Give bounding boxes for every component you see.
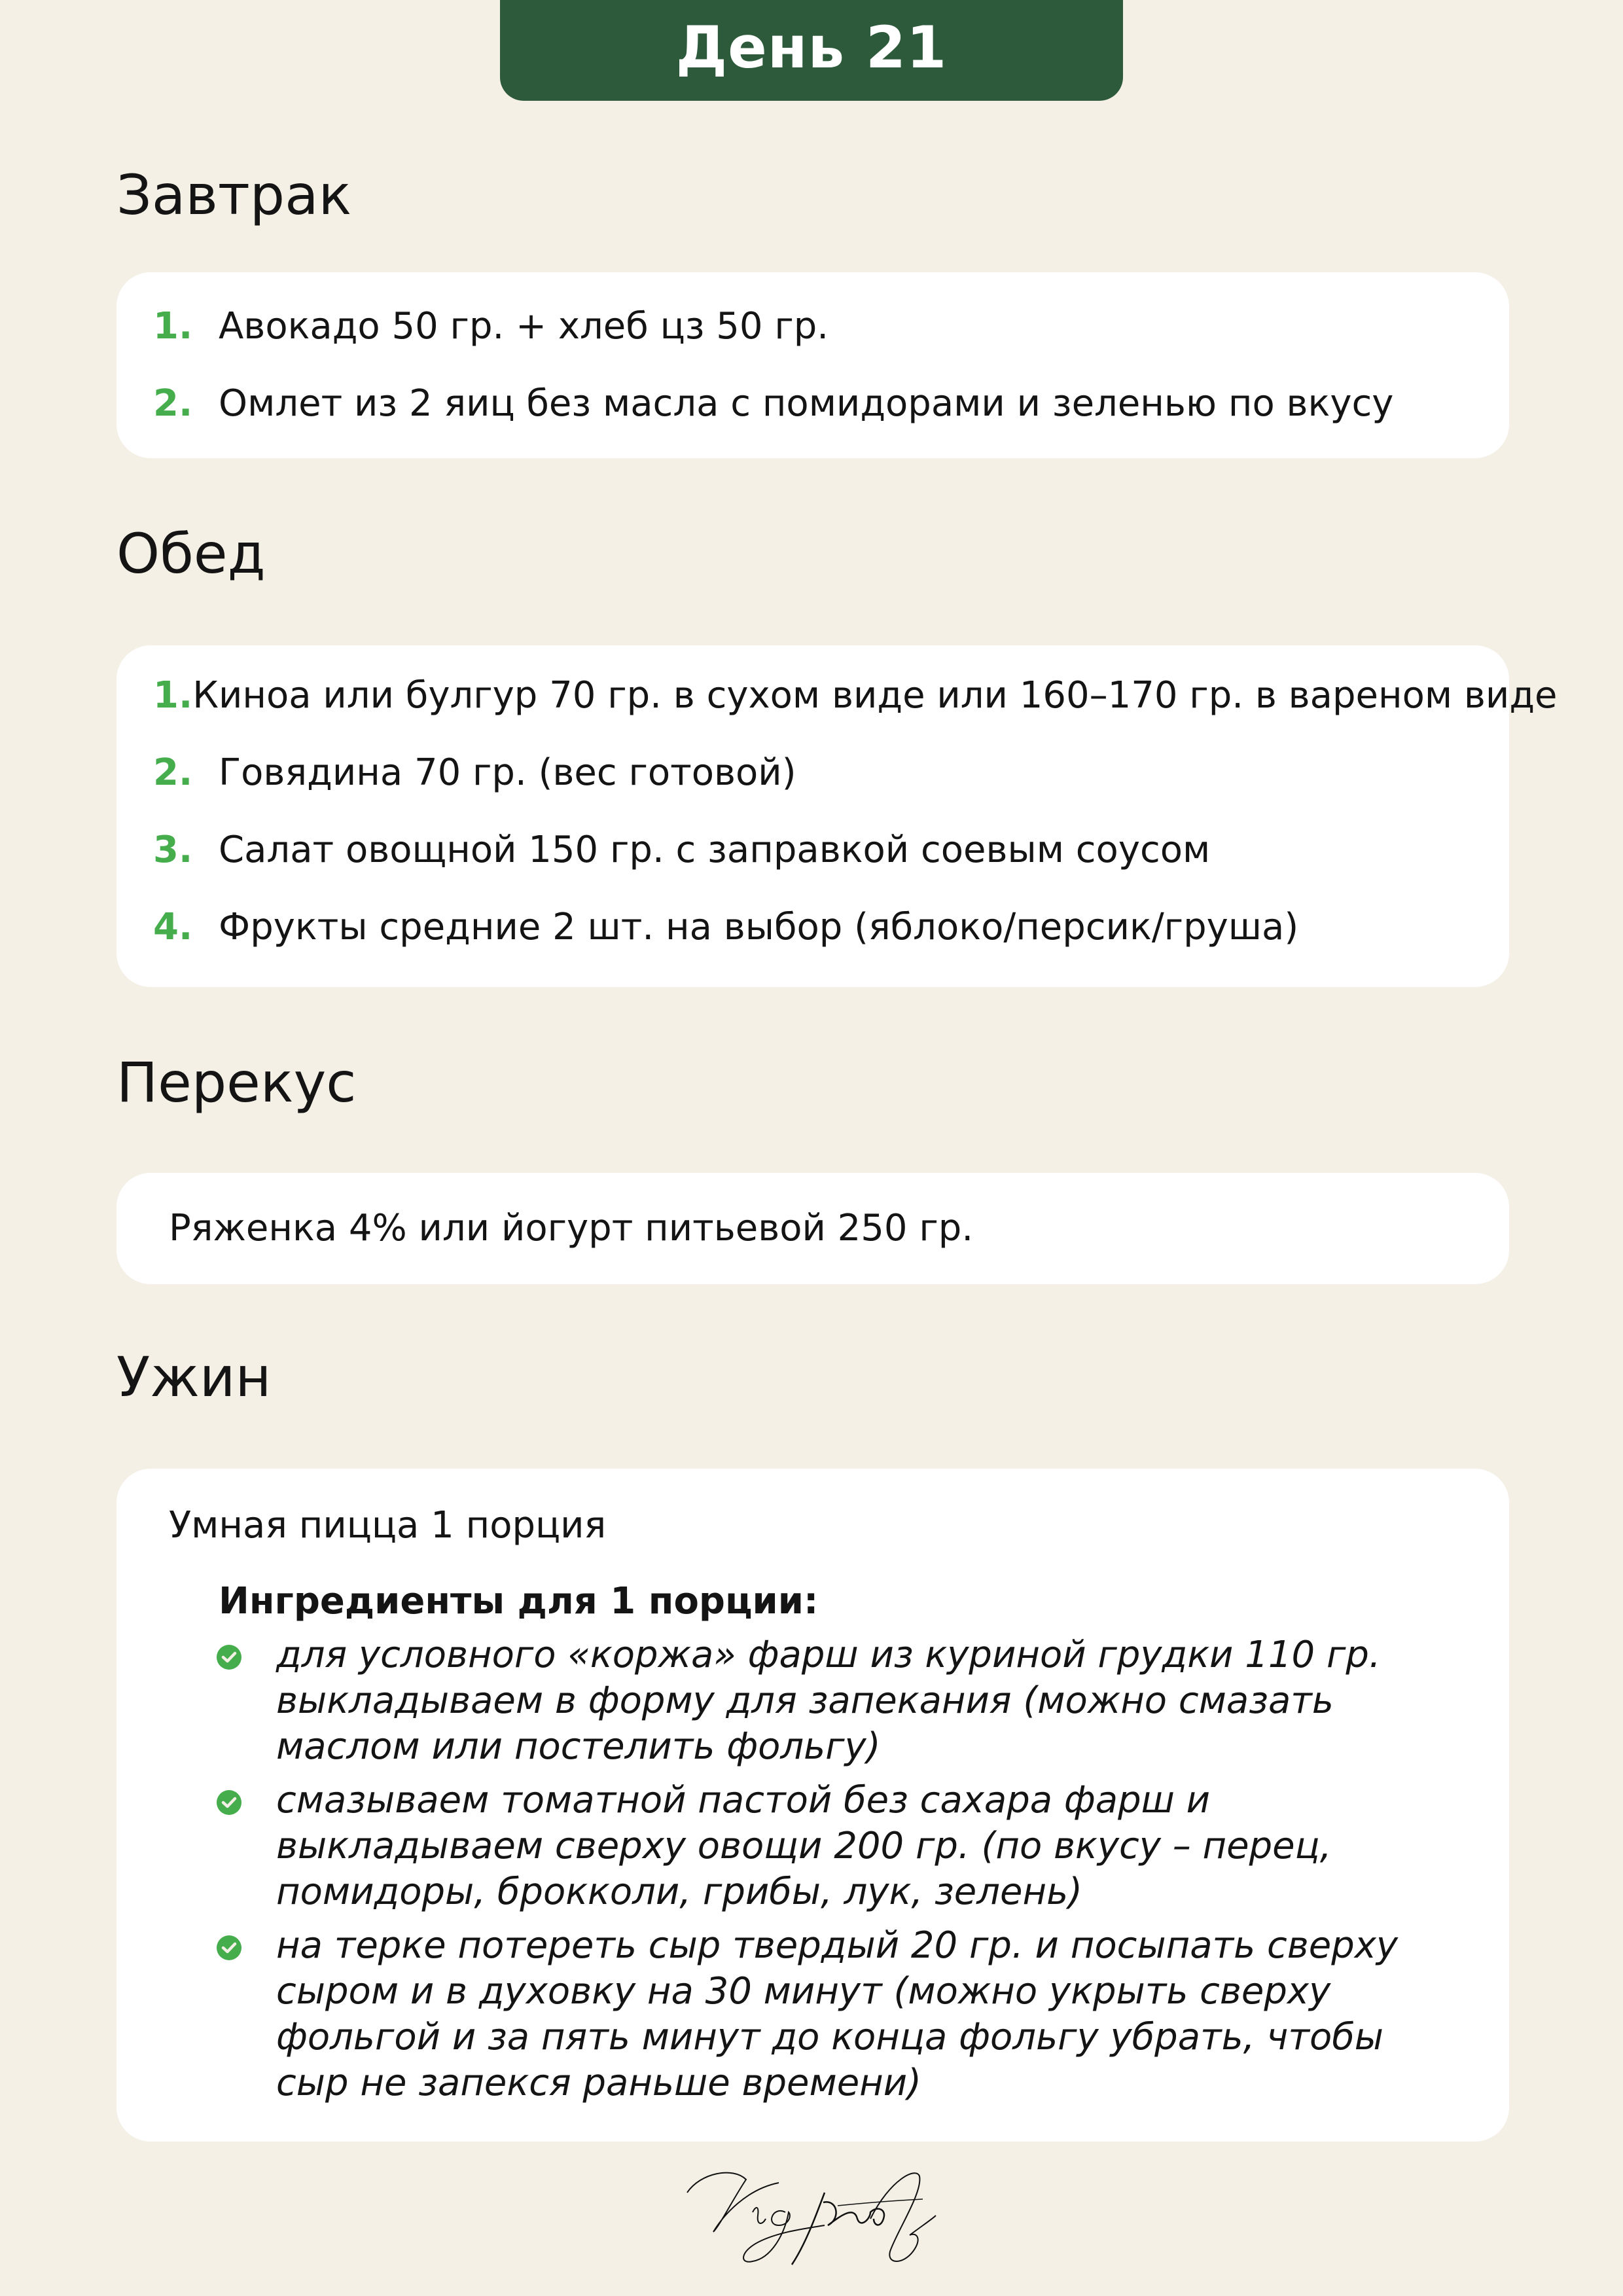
step-text: на терке потереть сыр твердый 20 гр. и посыпать сверху сыром и в духовку на 30 минут (можно укрыть сверху фольгой и за пять минут до конца фольгу убрать, чтобы сыр не запекся раньше времени)	[276, 1924, 1399, 2104]
list-item	[116, 889, 1509, 966]
item-number: 2.	[153, 751, 193, 794]
list-item	[116, 657, 1558, 734]
dinner-title: Ужин	[116, 1345, 272, 1409]
dish-name: Умная пицца 1 порция	[169, 1504, 607, 1547]
dinner-card	[116, 1469, 1509, 2142]
item-number: 1.	[153, 674, 193, 717]
item-text: Авокадо 50 гр. + хлеб цз 50 гр.	[219, 305, 829, 348]
item-text: Фрукты средние 2 шт. на выбор (яблоко/персик/груша)	[219, 906, 1299, 948]
list-item	[116, 365, 1509, 442]
lunch-card	[116, 645, 1558, 987]
step-text: для условного «коржа» фарш из куриной грудки 110 гр. выкладываем в форму для запекания (можно смазать маслом или постелить фольгу)	[276, 1634, 1381, 1768]
day-header	[500, 0, 1123, 101]
item-number: 3.	[153, 829, 193, 871]
breakfast-card	[116, 272, 1509, 458]
item-text: Говядина 70 гр. (вес готовой)	[219, 751, 796, 794]
list-item	[169, 1778, 1457, 1915]
breakfast-title: Завтрак	[116, 163, 352, 227]
check-circle-icon	[216, 1644, 242, 1670]
list-item	[116, 812, 1509, 889]
item-number: 2.	[153, 382, 193, 425]
check-circle-icon	[216, 1789, 242, 1816]
lunch-title: Обед	[116, 522, 266, 586]
list-item	[169, 1632, 1457, 1770]
signature-logo	[674, 2153, 949, 2271]
item-text: Омлет из 2 яиц без масла с помидорами и зеленью по вкусу	[219, 382, 1394, 425]
day-title: День 21	[675, 14, 948, 81]
list-item	[169, 1923, 1457, 2106]
breakfast-list	[116, 288, 1509, 442]
list-item	[116, 288, 1509, 365]
ingredients-title: Ингредиенты для 1 порции:	[219, 1580, 819, 1623]
item-text: Салат овощной 150 гр. с заправкой соевым соусом	[219, 829, 1211, 871]
item-number: 1.	[153, 305, 193, 348]
step-text: смазываем томатной пастой без сахара фарш и выкладываем сверху овощи 200 гр. (по вкусу – перец, помидоры, брокколи, грибы, лук, зелень)	[276, 1779, 1332, 1913]
lunch-list	[116, 657, 1558, 966]
ingredients-block	[169, 1579, 1457, 2106]
list-item	[116, 734, 1509, 812]
snack-text: Ряженка 4% или йогурт питьевой 250 гр.	[169, 1207, 974, 1249]
check-circle-icon	[216, 1935, 242, 1961]
snack-card	[116, 1173, 1509, 1284]
item-text: Киноа или булгур 70 гр. в сухом виде или 160–170 гр. в вареном виде	[192, 674, 1558, 717]
snack-title: Перекус	[116, 1050, 357, 1115]
steps-list	[169, 1632, 1457, 2106]
item-number: 4.	[153, 906, 193, 948]
